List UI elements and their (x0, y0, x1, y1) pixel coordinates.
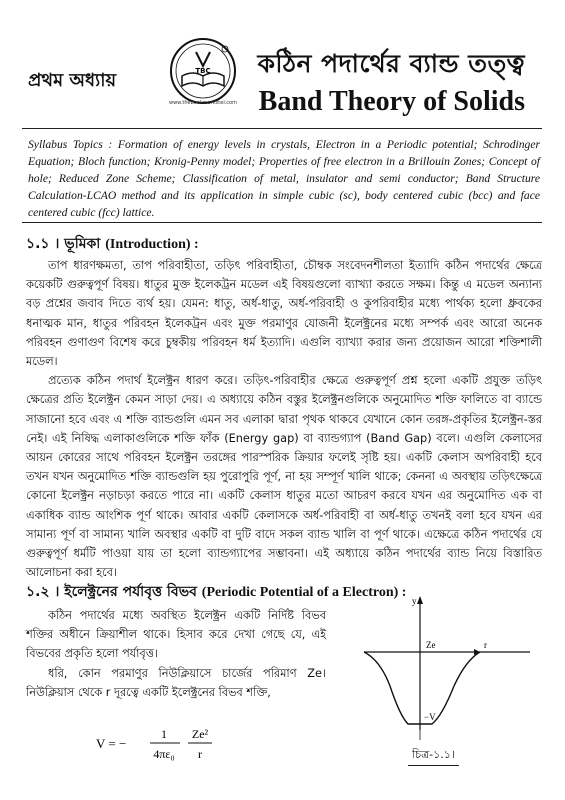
paragraph: ধরি, কোন পরমাণুর নিউক্লিয়াসে চার্জের পরিমাণ Ze। নিউক্লিয়াস থেকে r দূরত্বে একটি ইলেক্ট্রনের বিভব শক্তি, (26, 666, 326, 699)
distance-label: r (484, 640, 487, 650)
section-number: ১.২ (26, 584, 50, 600)
introduction-body (26, 256, 542, 582)
syllabus-topics: Syllabus Topics : Formation of energy levels in crystals, Electron in a Periodic potential; Schrodinger Equation; Bloch function; Kronig-Penny model; Properties of free electron in a Brillouin Zones; Concept of hole; Reduced Zone Scheme; Classification of metal, insulator and semi conductor; Band Structure Calculation-LCAO method and its application in simple cubic (sc), body centered cubic (bcc) and face centered cubic (fcc) lattice. (28, 138, 540, 219)
svg-text:TBC: TBC (195, 67, 211, 75)
logo-url: www.thebookmarkstel.com (169, 100, 237, 106)
minus-v-label: −V (424, 712, 436, 722)
equation-frac1-num: 1 (161, 727, 167, 741)
equation-frac2-den: r (198, 747, 202, 761)
paragraph: কঠিন পদার্থের মধ্যে অবস্থিত ইলেক্ট্রন একটি নির্দিষ্ট বিভব শক্তির অধীনে ক্রিয়াশীল থাকে। হিসাব করে দেখা গেছে যে, এই বিভবের প্রকৃতি হলো পর্যাবৃত্ত। (26, 609, 326, 661)
section-title-bengali: ইলেক্ট্রনের পর্যাবৃত্ত বিভব (64, 584, 197, 600)
periodic-potential-body (26, 606, 326, 702)
y-axis-label: y (412, 596, 417, 606)
section-title-english: (Introduction) : (105, 237, 199, 252)
header-divider (22, 128, 542, 129)
paragraph: প্রত্যেক কঠিন পদার্থ ইলেক্ট্রন ধারণ করে। তড়িৎ-পরিবাহীর ক্ষেত্রে গুরুত্বপূর্ণ প্রশ্ন হলো একটি প্রযুক্ত তড়িৎ ক্ষেত্রের প্রতি ইলেক্ট্রন কেমন সাড়া দেয়। এ অধ্যায়ে কঠিন বস্তুর ইলেক্ট্রনগুলিকে অনুমোদিত শক্তি ফালিতে বা ব্যান্ডে সাজানো হবে এবং এ শক্তি ব্যান্ডগুলি এমন সব এলাকা দ্বারা পৃথক থাকবে যেখানে কোন তরঙ্গ-প্রকৃতির ইলেক্ট্রন-স্তর নেই। এই নিষিদ্ধ এলাকাগুলিকে শক্তি ফাঁক (Energy gap) বা ব্যান্ডগ্যাপ (Band Gap) বলে। এগুলি কেলাসের আয়ন কোরের সাথে পরিবহন ইলেক্ট্রন তরঙ্গের পারস্পরিক ক্রিয়ার ফলেই সৃষ্টি হয়। একটি কেলাস অপরিবাহী হবে তখন যখন অনুমোদিত শক্তি ব্যান্ডগুলি হয় পুরোপুরি পূর্ণ, না হয় সম্পূর্ণ খালি থাকে; কেননা এ অবস্থায় তড়িৎক্ষেত্রে কোনো ইলেক্ট্রন নড়াচড়া করতে পারে না। একটি কেলাস ধাতুর মতো আচরণ করবে যখন এর অনুমোদিত এক বা একাধিক ব্যান্ড আংশিক পূর্ণ থাকে। আবার একটি কেলাসকে অর্ধ-পরিবাহী বা অর্ধ-ধাতু তখনই বলা হবে যখন এর সামান্য পূর্ণ বা সামান্য খালি অবস্থার একটি বা দুটি বাদে সকল ব্যান্ড খালি বা পূর্ণ থাকে। এক্ষেত্রে কঠিন পদার্থের যে গুরুত্বপূর্ণ ধর্মটি পাওয়া যায় তা হলো ব্যান্ডগ্যাপের সম্ভাবনা। এই অধ্যায়ে কঠিন পদার্থের ব্যান্ড নিয়ে বিস্তারিত আলোচনা করা হবে। (26, 374, 542, 580)
potential-equation (96, 718, 236, 768)
section-heading-periodic-potential: ১.২ । ইলেক্ট্রনের পর্যাবৃত্ত বিভব (Periodic Potential of a Electron) : (26, 584, 407, 600)
chapter-title-english: Band Theory of Solids (258, 86, 525, 117)
publisher-logo-icon (168, 36, 238, 106)
syllabus-divider (22, 222, 542, 223)
equation-frac1-den: 4πε₀ (153, 747, 175, 761)
figure-caption: চিত্র-১.১। (408, 746, 459, 766)
paragraph: তাপ ধারণক্ষমতা, তাপ পরিবাহীতা, তড়িৎ পরিবাহীতা, চৌম্বক সংবেদনশীলতা ইত্যাদি কঠিন পদার্থের ক্ষেত্রে কয়েকটি গুরুত্বপূর্ণ বিষয়। ধাতুর মুক্ত ইলেকট্রন মডেল এই বিষয়গুলো ব্যাখ্যা করতে সক্ষম। কিন্তু এ মডেল অন্যান্য বড় প্রশ্নের জবাব দিতে ব্যর্থ হয়। যেমন: ধাতু, অর্ধ-ধাতু, অর্ধ-পরিবাহী ও কুপরিবাহীর মধ্যে পার্থক্য হলো ধ্রুবকের ধনাত্মক মান, ধাতুর পরিবহন ইলেকট্রন এবং মুক্ত পরমাণুর যোজনী ইলেক্ট্রনের মধ্যে সম্পর্ক এবং আরো অনেক পরিবহন গুণাগুণ বিশেষ করে চুম্বকীয় পরিবহন ধর্ম ইত্যাদি। এগুলি ব্যাখ্যা করার জন্য প্রয়োজন আরো শক্তিশালী মডেল। (26, 259, 542, 369)
equation-lhs: V = − (96, 736, 127, 751)
chapter-title-bengali: কঠিন পদার্থের ব্যান্ড তত্ত্ব (257, 49, 525, 78)
section-number: ১.১ (26, 236, 50, 252)
potential-well-figure (360, 590, 540, 760)
section-title-bengali: ভূমিকা (64, 236, 101, 252)
equation-frac2-num: Ze² (191, 727, 209, 741)
section-heading-introduction: ১.১ । ভূমিকা (Introduction) : (26, 236, 199, 252)
charge-label: Ze (426, 640, 436, 650)
section-title-english: (Periodic Potential of a Electron) : (201, 585, 407, 600)
chapter-label: প্রথম অধ্যায় (28, 70, 117, 91)
